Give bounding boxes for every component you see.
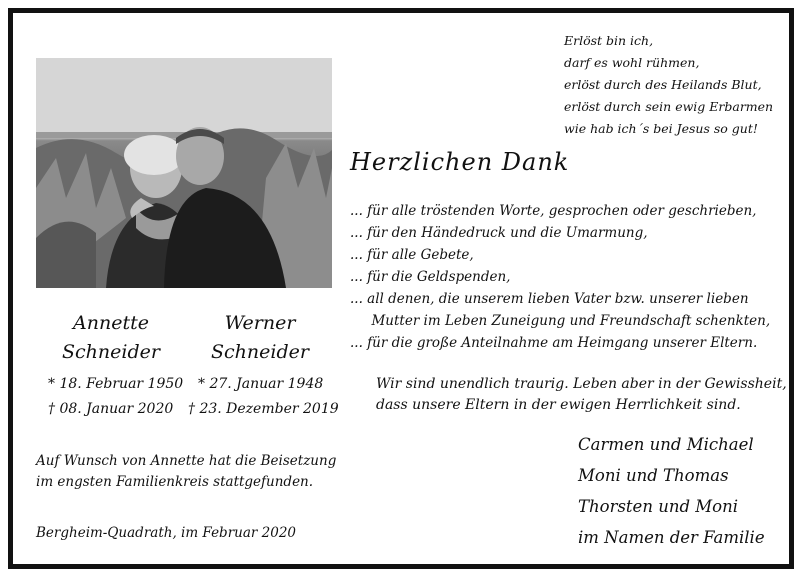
thanks-item: ... für alle tröstenden Worte, gesprochen oder geschrieben,	[350, 203, 757, 219]
person2-last-name: Schneider	[211, 341, 309, 363]
signature-line: im Namen der Familie	[578, 528, 765, 547]
thanks-item: ... für die große Anteilnahme am Heimgang unserer Eltern.	[350, 335, 758, 351]
person2-first-name: Werner	[224, 312, 296, 334]
burial-note	[36, 451, 336, 493]
poem-line: erlöst durch des Heilands Blut,	[564, 77, 762, 92]
grief-line: dass unsere Eltern in der ewigen Herrlichkeit sind.	[376, 397, 741, 413]
poem-line: wie hab ich´s bei Jesus so gut!	[564, 121, 758, 136]
couple-photo	[36, 58, 332, 288]
place-date: Bergheim-Quadrath, im Februar 2020	[36, 525, 296, 541]
family-signature	[578, 429, 765, 553]
poem	[564, 30, 773, 140]
person1-birth-date: * 18. Februar 1950	[48, 376, 184, 392]
thanks-item: ... all denen, die unserem lieben Vater bzw. unserer lieben	[350, 291, 749, 307]
burial-note-line: Auf Wunsch von Annette hat die Beisetzung	[36, 453, 337, 469]
thanks-list	[350, 200, 770, 354]
poem-line: darf es wohl rühmen,	[564, 55, 700, 70]
poem-line: Erlöst bin ich,	[564, 33, 654, 48]
person1-first-name: Annette	[73, 312, 149, 334]
thanks-item: ... für alle Gebete,	[350, 247, 474, 263]
thanks-item: ... für den Händedruck und die Umarmung,	[350, 225, 648, 241]
page-title: Herzlichen Dank	[350, 148, 570, 176]
poem-line: erlöst durch sein ewig Erbarmen	[564, 99, 774, 114]
burial-note-line: im engsten Familienkreis stattgefunden.	[36, 474, 314, 490]
person1-last-name: Schneider	[62, 341, 160, 363]
grief-statement	[376, 374, 787, 416]
thanks-item: Mutter im Leben Zuneigung und Freundschaft schenkten,	[350, 313, 771, 329]
signature-line: Carmen und Michael	[578, 435, 754, 454]
person2-birth-date: * 27. Januar 1948	[198, 376, 324, 392]
signature-line: Thorsten und Moni	[578, 497, 738, 516]
signature-line: Moni und Thomas	[578, 466, 729, 485]
person2-death-date: † 23. Dezember 2019	[188, 401, 339, 417]
thanks-item: ... für die Geldspenden,	[350, 269, 511, 285]
person1-death-date: † 08. Januar 2020	[48, 401, 174, 417]
grief-line: Wir sind unendlich traurig. Leben aber in der Gewissheit,	[376, 376, 787, 392]
